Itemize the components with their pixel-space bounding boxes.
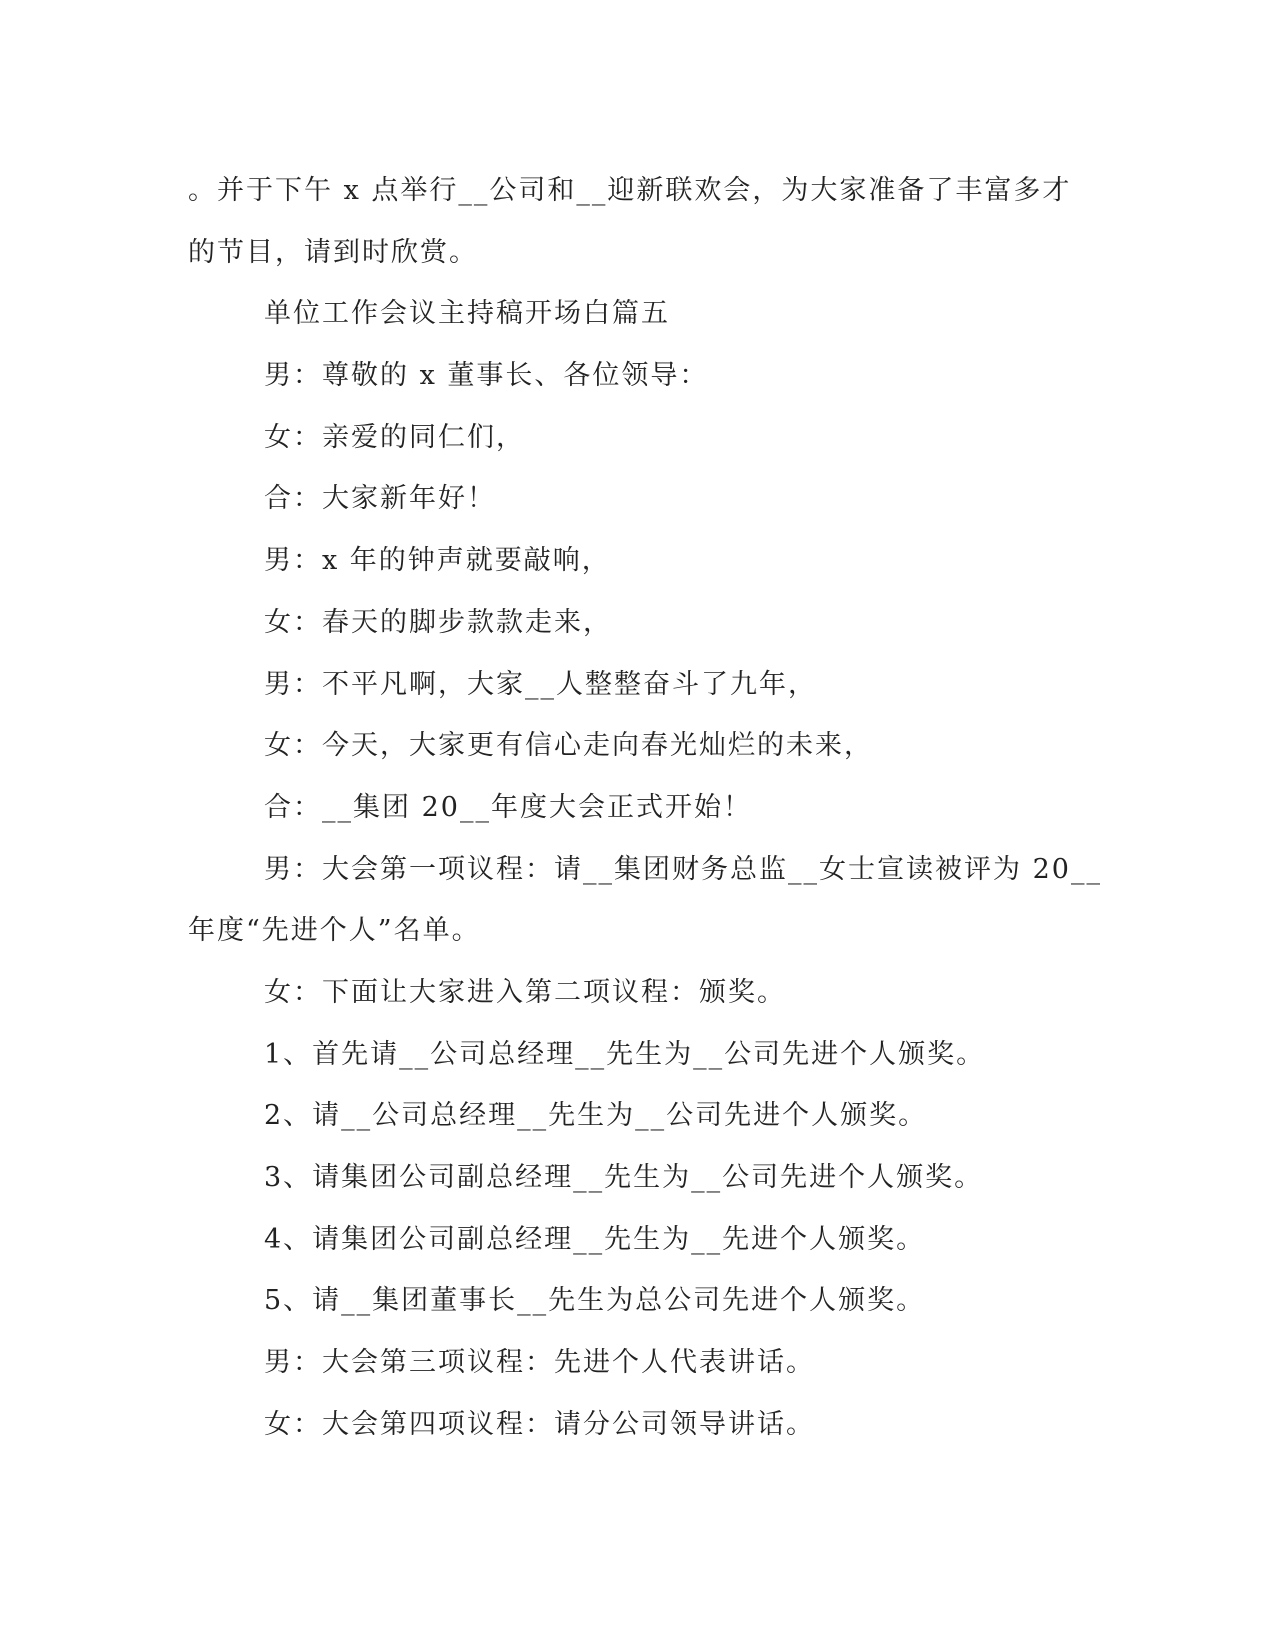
list-item: 2、请__公司总经理__先生为__公司先进个人颁奖。 xyxy=(264,1100,928,1132)
list-item: 5、请__集团董事长__先生为总公司先进个人颁奖。 xyxy=(264,1285,926,1317)
list-item: 3、请集团公司副总经理__先生为__公司先进个人颁奖。 xyxy=(264,1162,984,1193)
list-item: 1、首先请__公司总经理__先生为__公司先进个人颁奖。 xyxy=(264,1038,986,1070)
paragraph-line: 女：今天，大家更有信心走向春光灿烂的未来， xyxy=(264,730,873,762)
list-item: 4、请集团公司副总经理__先生为__先进个人颁奖。 xyxy=(264,1223,926,1255)
paragraph-line: 合：__集团 20__年度大会正式开始！ xyxy=(264,791,752,823)
paragraph-line: 女：下面让大家进入第二项议程：颁奖。 xyxy=(264,976,786,1008)
document-body xyxy=(188,160,1102,1455)
paragraph-line: 的节目，请到时欣赏。 xyxy=(188,236,478,268)
paragraph-line: 年度“先进个人”名单。 xyxy=(188,915,481,947)
paragraph-line: 合：大家新年好！ xyxy=(264,483,496,515)
paragraph-line: 男：x 年的钟声就要敲响， xyxy=(264,545,611,577)
paragraph-line: 女：大会第四项议程：请分公司领导讲话。 xyxy=(264,1408,815,1440)
paragraph-line: 男：不平凡啊，大家__人整整奋斗了九年， xyxy=(264,668,817,700)
section-heading: 单位工作会议主持稿开场白篇五 xyxy=(264,298,670,330)
paragraph-line: 。并于下午 x 点举行__公司和__迎新联欢会，为大家准备了丰富多才 xyxy=(188,175,1072,206)
paragraph-line: 女：春天的脚步款款走来， xyxy=(264,606,612,638)
paragraph-line: 男：大会第三项议程：先进个人代表讲话。 xyxy=(264,1347,815,1379)
paragraph-line: 女：亲爱的同仁们， xyxy=(264,421,525,453)
paragraph-line: 男：大会第一项议程：请__集团财务总监__女士宣读被评为 20__ xyxy=(264,853,1102,885)
paragraph-line: 男：尊敬的 x 董事长、各位领导： xyxy=(264,360,709,392)
